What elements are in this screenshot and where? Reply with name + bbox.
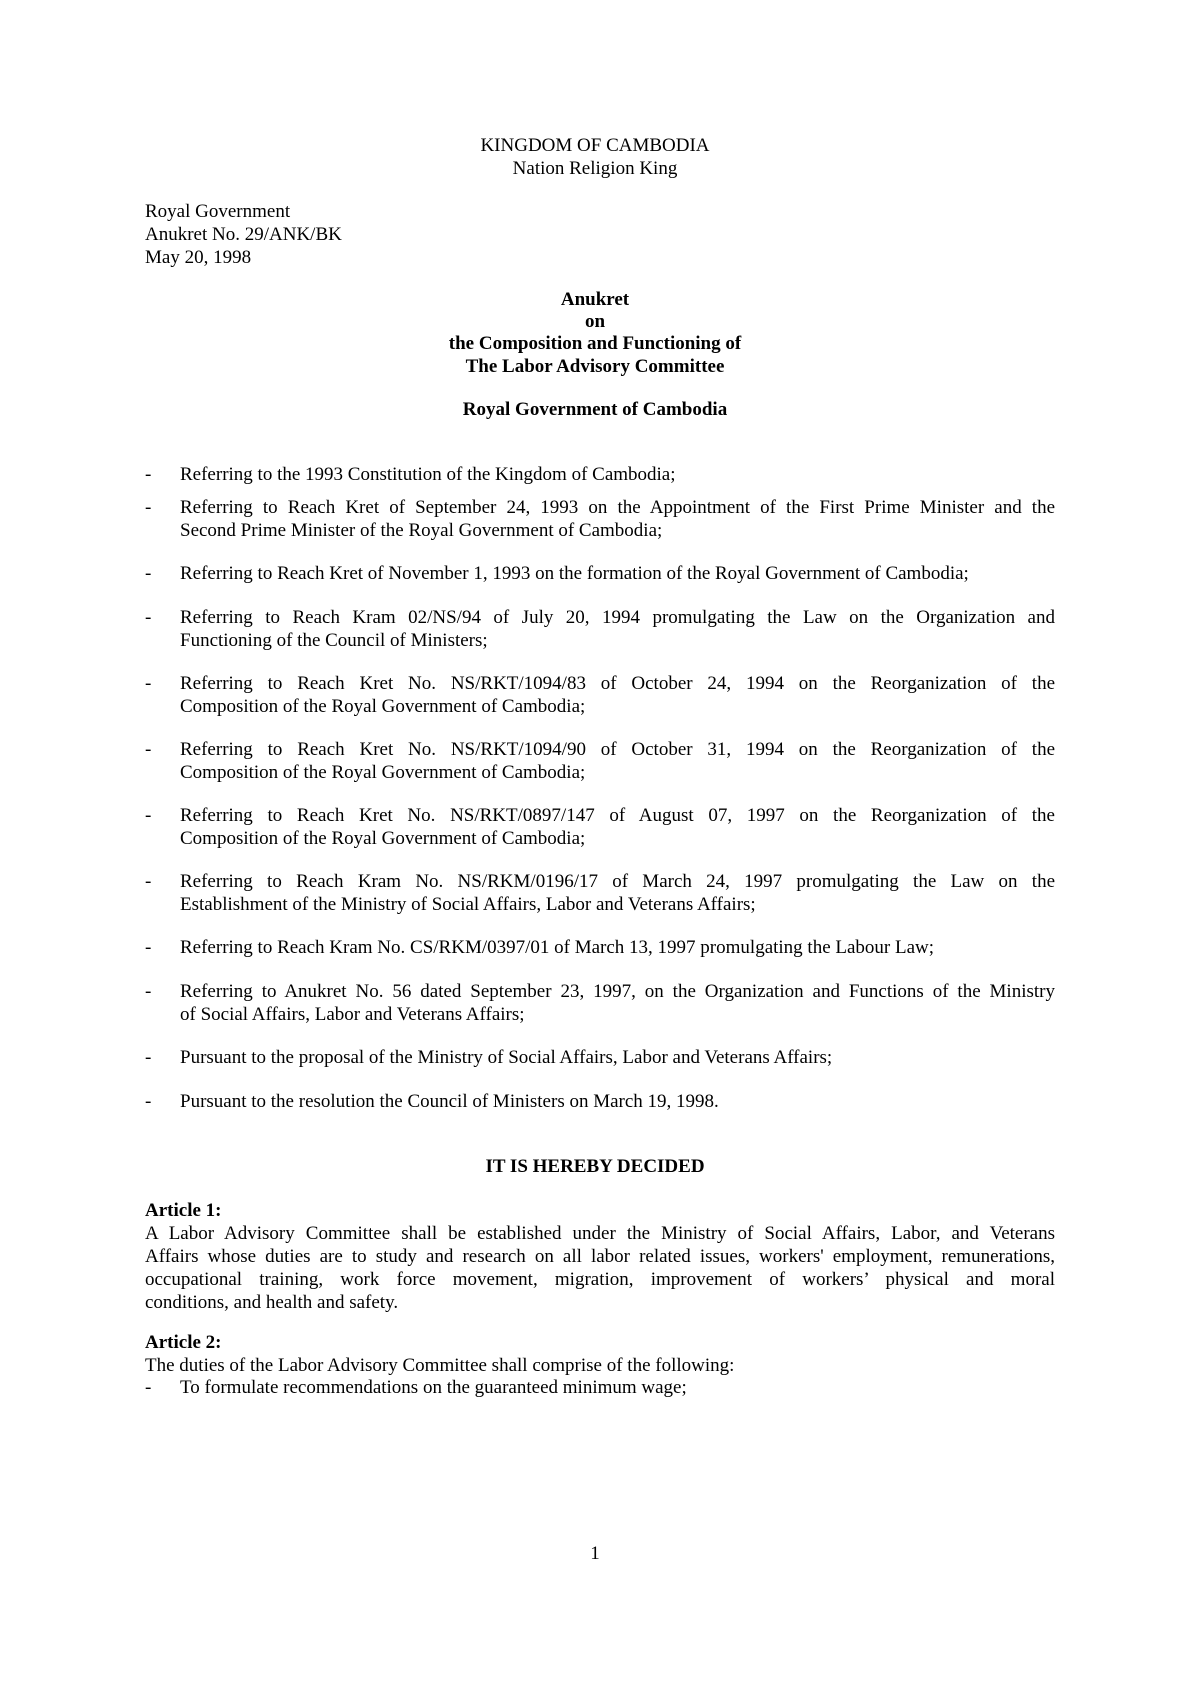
- preamble-dash: -: [145, 871, 152, 892]
- title-line-2: on: [584, 311, 606, 332]
- article-2-heading: Article 2:: [145, 1332, 222, 1353]
- preamble-text: Pursuant to the proposal of the Ministry of Social Affairs, Labor and Veterans Affairs;: [180, 1047, 833, 1068]
- preamble-text: Referring to Reach Kram No. NS/RKM/0196/17 of March 24, 1997 promulgating the Law on the: [180, 871, 1055, 892]
- preamble-dash: -: [145, 981, 152, 1002]
- preamble-text: Composition of the Royal Government of Cambodia;: [180, 762, 586, 783]
- title-line-4: The Labor Advisory Committee: [465, 356, 725, 377]
- page-number: 1: [590, 1543, 600, 1564]
- article-1-line: conditions, and health and safety.: [145, 1292, 399, 1313]
- preamble-text: Referring to Anukret No. 56 dated September 23, 1997, on the Organization and Functions of the Ministry: [180, 981, 1055, 1002]
- preamble-text: Referring to Reach Kret of November 1, 1993 on the formation of the Royal Government of Cambodia;: [180, 563, 969, 584]
- preamble-dash: -: [145, 739, 152, 760]
- issuer-body: Royal Government: [145, 201, 291, 222]
- article-1-body: [145, 1222, 1055, 1314]
- preamble-text: Referring to Reach Kram No. CS/RKM/0397/01 of March 13, 1997 promulgating the Labour Law;: [180, 937, 935, 958]
- preamble-text: Referring to the 1993 Constitution of the Kingdom of Cambodia;: [180, 464, 676, 485]
- article-2-item-text: To formulate recommendations on the guaranteed minimum wage;: [180, 1377, 687, 1398]
- preamble-dash: -: [145, 563, 152, 584]
- decision-heading: IT IS HEREBY DECIDED: [485, 1156, 705, 1177]
- preamble-dash: -: [145, 1091, 152, 1112]
- issuing-authority: Royal Government of Cambodia: [462, 399, 728, 420]
- article-1-line: A Labor Advisory Committee shall be established under the Ministry of Social Affairs, Labor, and Veterans: [145, 1223, 1055, 1244]
- preamble-text: Pursuant to the resolution the Council of Ministers on March 19, 1998.: [180, 1091, 719, 1112]
- preamble-text: Referring to Reach Kret No. NS/RKT/1094/83 of October 24, 1994 on the Reorganization of the: [180, 673, 1055, 694]
- article-2-intro: The duties of the Labor Advisory Committee shall comprise of the following:: [145, 1355, 735, 1376]
- preamble-text: Second Prime Minister of the Royal Government of Cambodia;: [180, 520, 663, 541]
- preamble-text: Referring to Reach Kret No. NS/RKT/0897/147 of August 07, 1997 on the Reorganization of the: [180, 805, 1055, 826]
- preamble-dash: -: [145, 1047, 152, 1068]
- preamble-dash: -: [145, 937, 152, 958]
- preamble-dash: -: [145, 805, 152, 826]
- preamble-text: of Social Affairs, Labor and Veterans Affairs;: [180, 1004, 525, 1025]
- preamble-dash: -: [145, 497, 152, 518]
- preamble-text: Composition of the Royal Government of Cambodia;: [180, 828, 586, 849]
- article-1-line: Affairs whose duties are to study and research on all labor related issues, workers' employment, remunerations,: [145, 1246, 1055, 1267]
- article-2-dash: -: [145, 1377, 152, 1398]
- preamble-dash: -: [145, 673, 152, 694]
- preamble-dash: -: [145, 607, 152, 628]
- preamble-dash: -: [145, 464, 152, 485]
- title-line-3: the Composition and Functioning of: [448, 333, 742, 354]
- preamble-text: Referring to Reach Kret No. NS/RKT/1094/90 of October 31, 1994 on the Reorganization of the: [180, 739, 1055, 760]
- decree-number: Anukret No. 29/ANK/BK: [145, 224, 342, 245]
- decree-date: May 20, 1998: [145, 247, 252, 268]
- national-motto: Nation Religion King: [512, 158, 678, 179]
- title-line-1: Anukret: [560, 289, 630, 310]
- preamble-text: Referring to Reach Kram 02/NS/94 of July 20, 1994 promulgating the Law on the Organization and: [180, 607, 1055, 628]
- preamble-text: Functioning of the Council of Ministers;: [180, 630, 488, 651]
- kingdom-heading: KINGDOM OF CAMBODIA: [480, 135, 710, 156]
- preamble-text: Referring to Reach Kret of September 24, 1993 on the Appointment of the First Prime Minister and the: [180, 497, 1055, 518]
- preamble-text: Establishment of the Ministry of Social Affairs, Labor and Veterans Affairs;: [180, 894, 756, 915]
- article-1-heading: Article 1:: [145, 1200, 222, 1221]
- preamble-text: Composition of the Royal Government of Cambodia;: [180, 696, 586, 717]
- article-1-line: occupational training, work force movement, migration, improvement of workers’ physical and moral: [145, 1269, 1055, 1290]
